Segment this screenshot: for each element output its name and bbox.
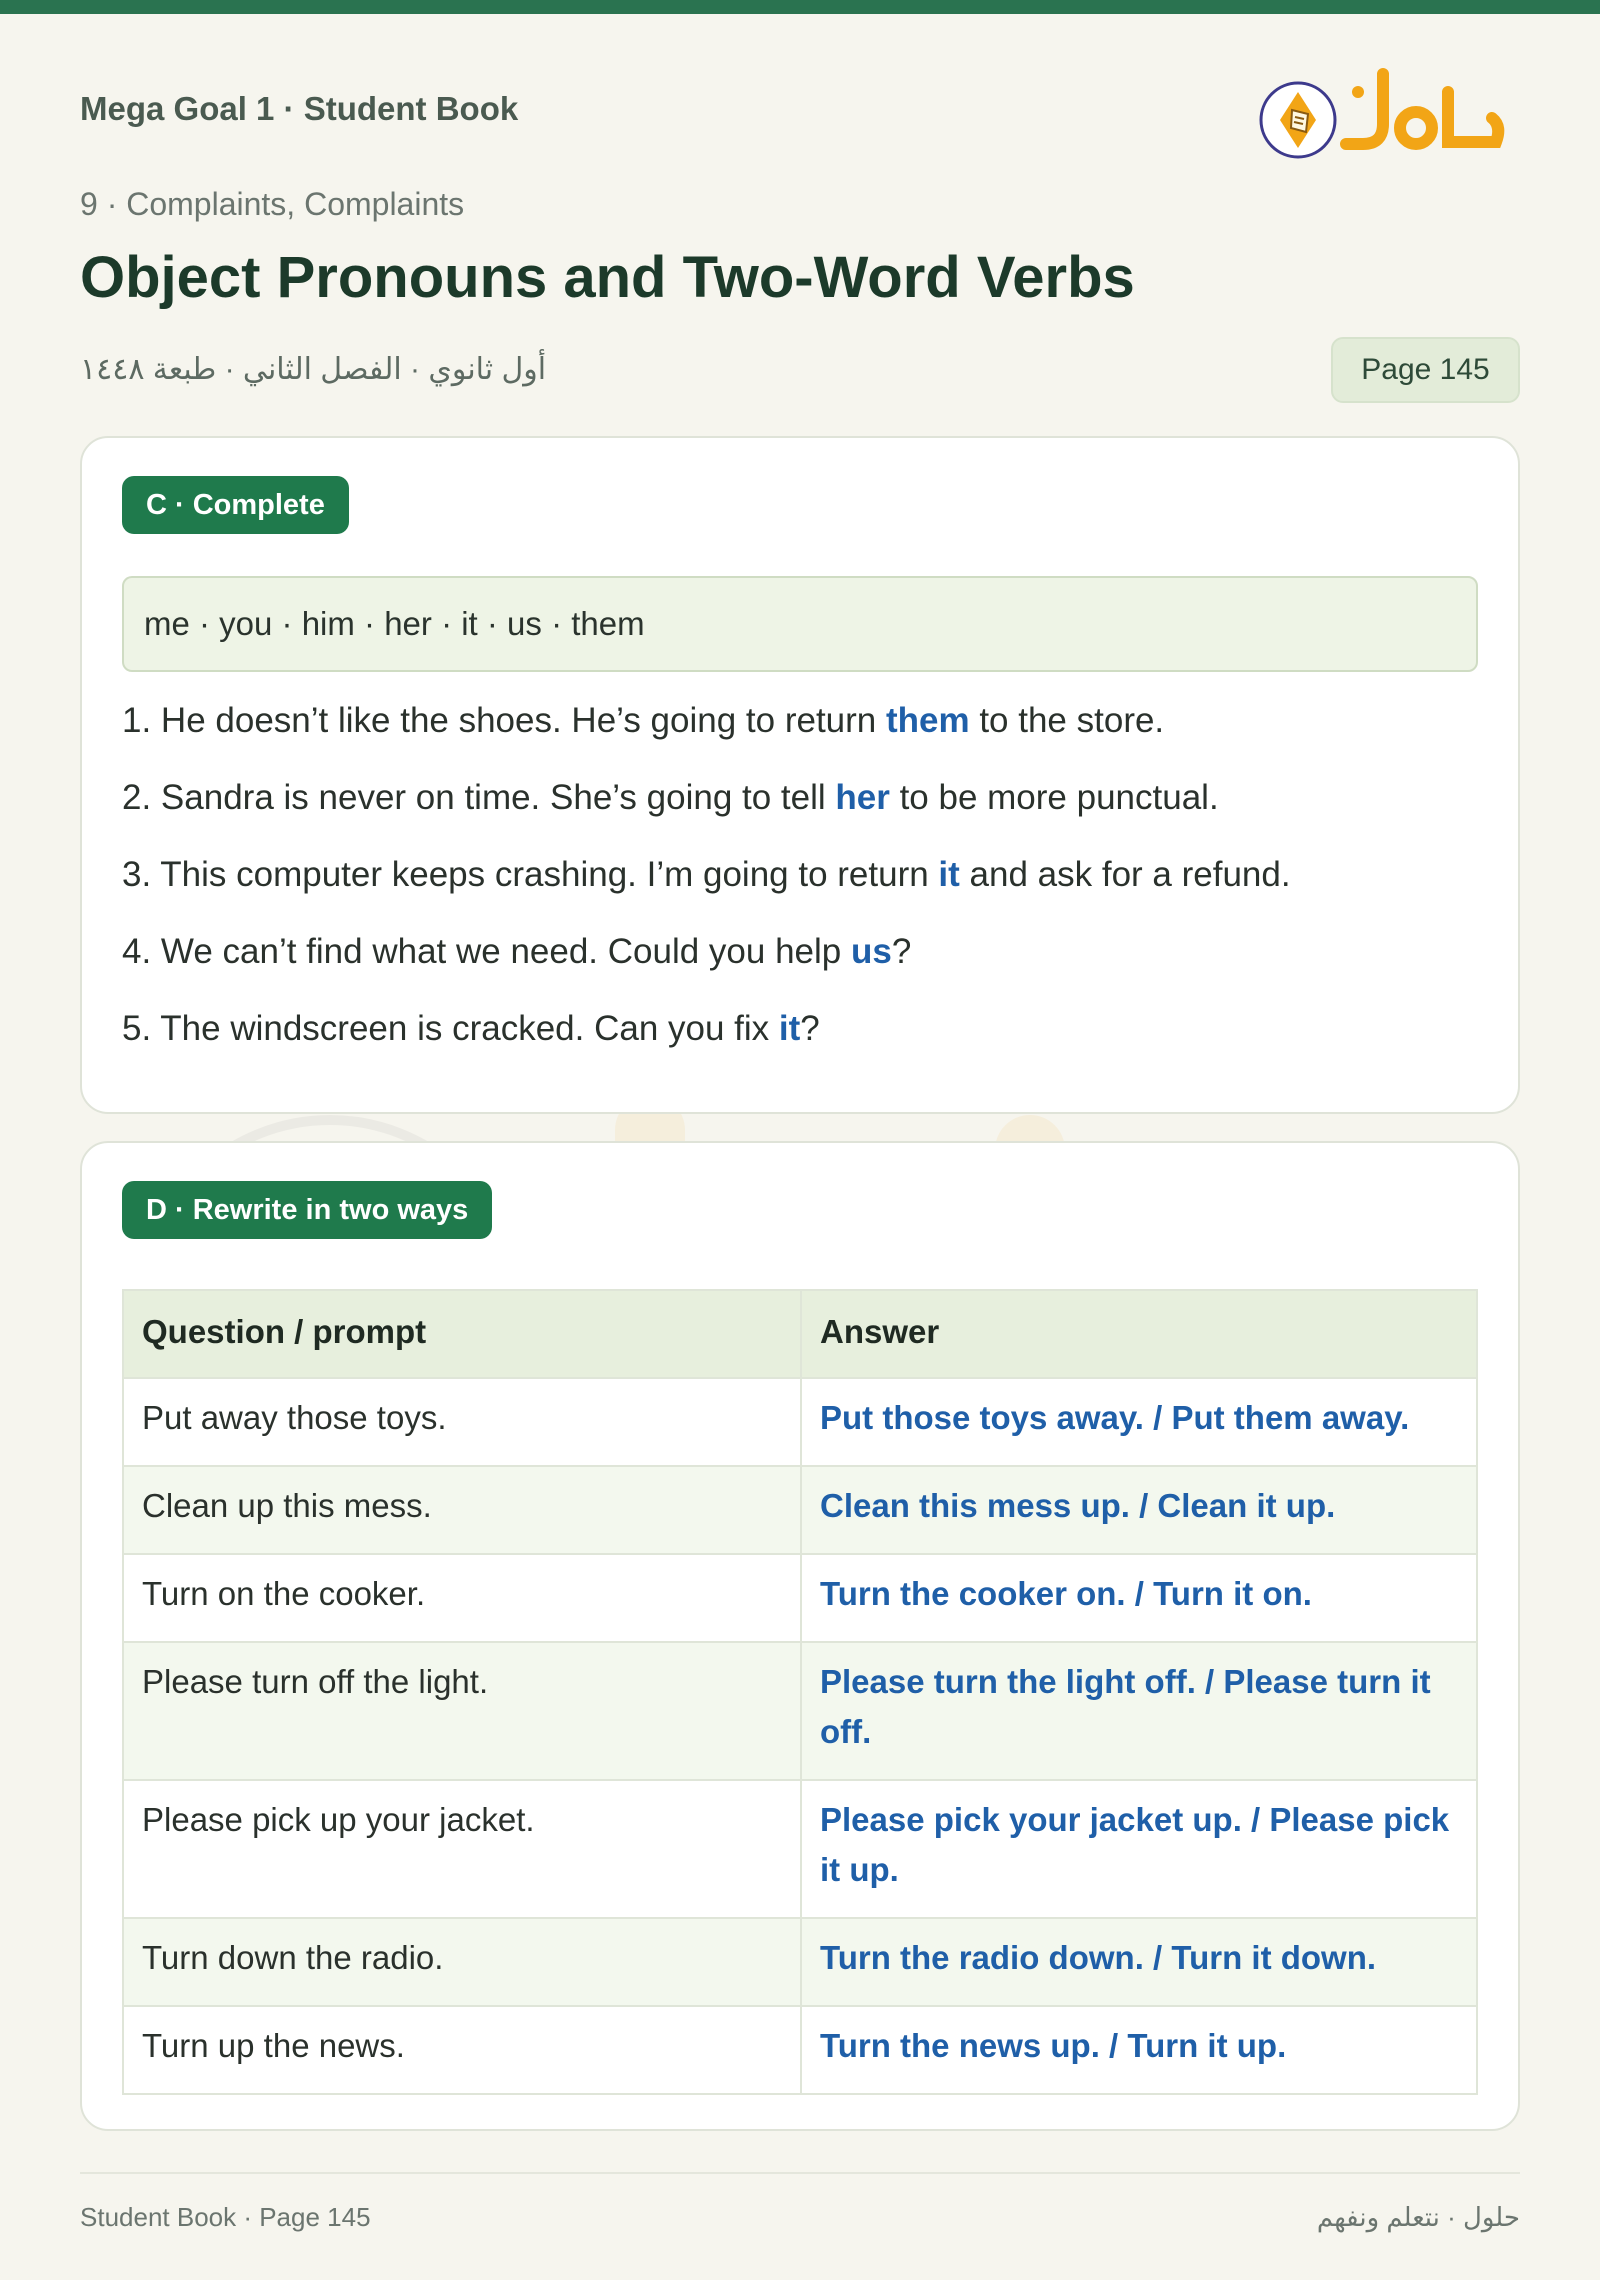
table-row (123, 1466, 1477, 1554)
top-accent-bar (0, 0, 1600, 14)
exercise-item: 2. Sandra is never on time. She’s going to tell her to be more punctual. (122, 778, 1219, 817)
prompt-cell: Clean up this mess. (123, 1466, 801, 1554)
answer-word: it (778, 1009, 801, 1048)
prompt-cell: Put away those toys. (123, 1378, 801, 1466)
exercise-item: 4. We can’t find what we need. Could you help us? (122, 932, 912, 971)
answer-cell: Turn the news up. / Turn it up. (801, 2006, 1477, 2094)
answer-cell: Put those toys away. / Put them away. (801, 1378, 1477, 1466)
prompt-cell: Turn down the radio. (123, 1918, 801, 2006)
book-title: Mega Goal 1 · Student Book (80, 90, 519, 127)
answer-cell: Clean this mess up. / Clean it up. (801, 1466, 1477, 1554)
exercise-items (122, 692, 1482, 1077)
unit-line: 9 · Complaints, Complaints (80, 186, 465, 222)
answer-cell: Turn the cooker on. / Turn it on. (801, 1554, 1477, 1642)
section-c-card (80, 436, 1520, 1114)
table-header-row (123, 1290, 1477, 1378)
page-title: Object Pronouns and Two-Word Verbs (80, 245, 1135, 310)
section-d-card (80, 1141, 1520, 2131)
exercise-item: 1. He doesn’t like the shoes. He’s going to return them to the store. (122, 701, 1165, 740)
table-row (123, 1642, 1477, 1780)
table-row (123, 1918, 1477, 2006)
word-bank: me · you · him · her · it · us · them (122, 576, 1478, 672)
rewrite-table (122, 1289, 1478, 2095)
footer-divider (80, 2172, 1520, 2174)
answer-word: it (938, 855, 960, 894)
page-badge: Page 145 (1331, 337, 1520, 403)
exercise-item: 3. This computer keeps crashing. I’m going to return it and ask for a refund. (122, 855, 1291, 894)
prompt-cell: Please turn off the light. (123, 1642, 801, 1780)
section-c-tag: C · Complete (122, 476, 349, 534)
hulul-logo-icon (1258, 62, 1508, 172)
answer-cell: Turn the radio down. / Turn it down. (801, 1918, 1477, 2006)
prompt-cell: Turn up the news. (123, 2006, 801, 2094)
answer-word: her (835, 778, 890, 817)
table-row (123, 1554, 1477, 1642)
answer-word: us (850, 932, 892, 971)
prompt-cell: Turn on the cooker. (123, 1554, 801, 1642)
prompt-cell: Please pick up your jacket. (123, 1780, 801, 1918)
answer-cell: Please turn the light off. / Please turn it off. (801, 1642, 1477, 1780)
section-d-tag: D · Rewrite in two ways (122, 1181, 492, 1239)
table-row (123, 1780, 1477, 1918)
table-row (123, 2006, 1477, 2094)
grade-term-line: أول ثانوي · الفصل الثاني · طبعة ١٤٤٨ (80, 353, 547, 386)
table-row (123, 1378, 1477, 1466)
exercise-item: 5. The windscreen is cracked. Can you fix it? (122, 1009, 820, 1048)
answer-word: them (885, 701, 970, 740)
column-header-question: Question / prompt (123, 1290, 801, 1378)
footer-page-label: Student Book · Page 145 (80, 2202, 371, 2232)
footer-brand-tagline: حلول · نتعلم ونفهم (1316, 2202, 1520, 2232)
answer-cell: Please pick your jacket up. / Please pick it up. (801, 1780, 1477, 1918)
column-header-answer: Answer (801, 1290, 1477, 1378)
